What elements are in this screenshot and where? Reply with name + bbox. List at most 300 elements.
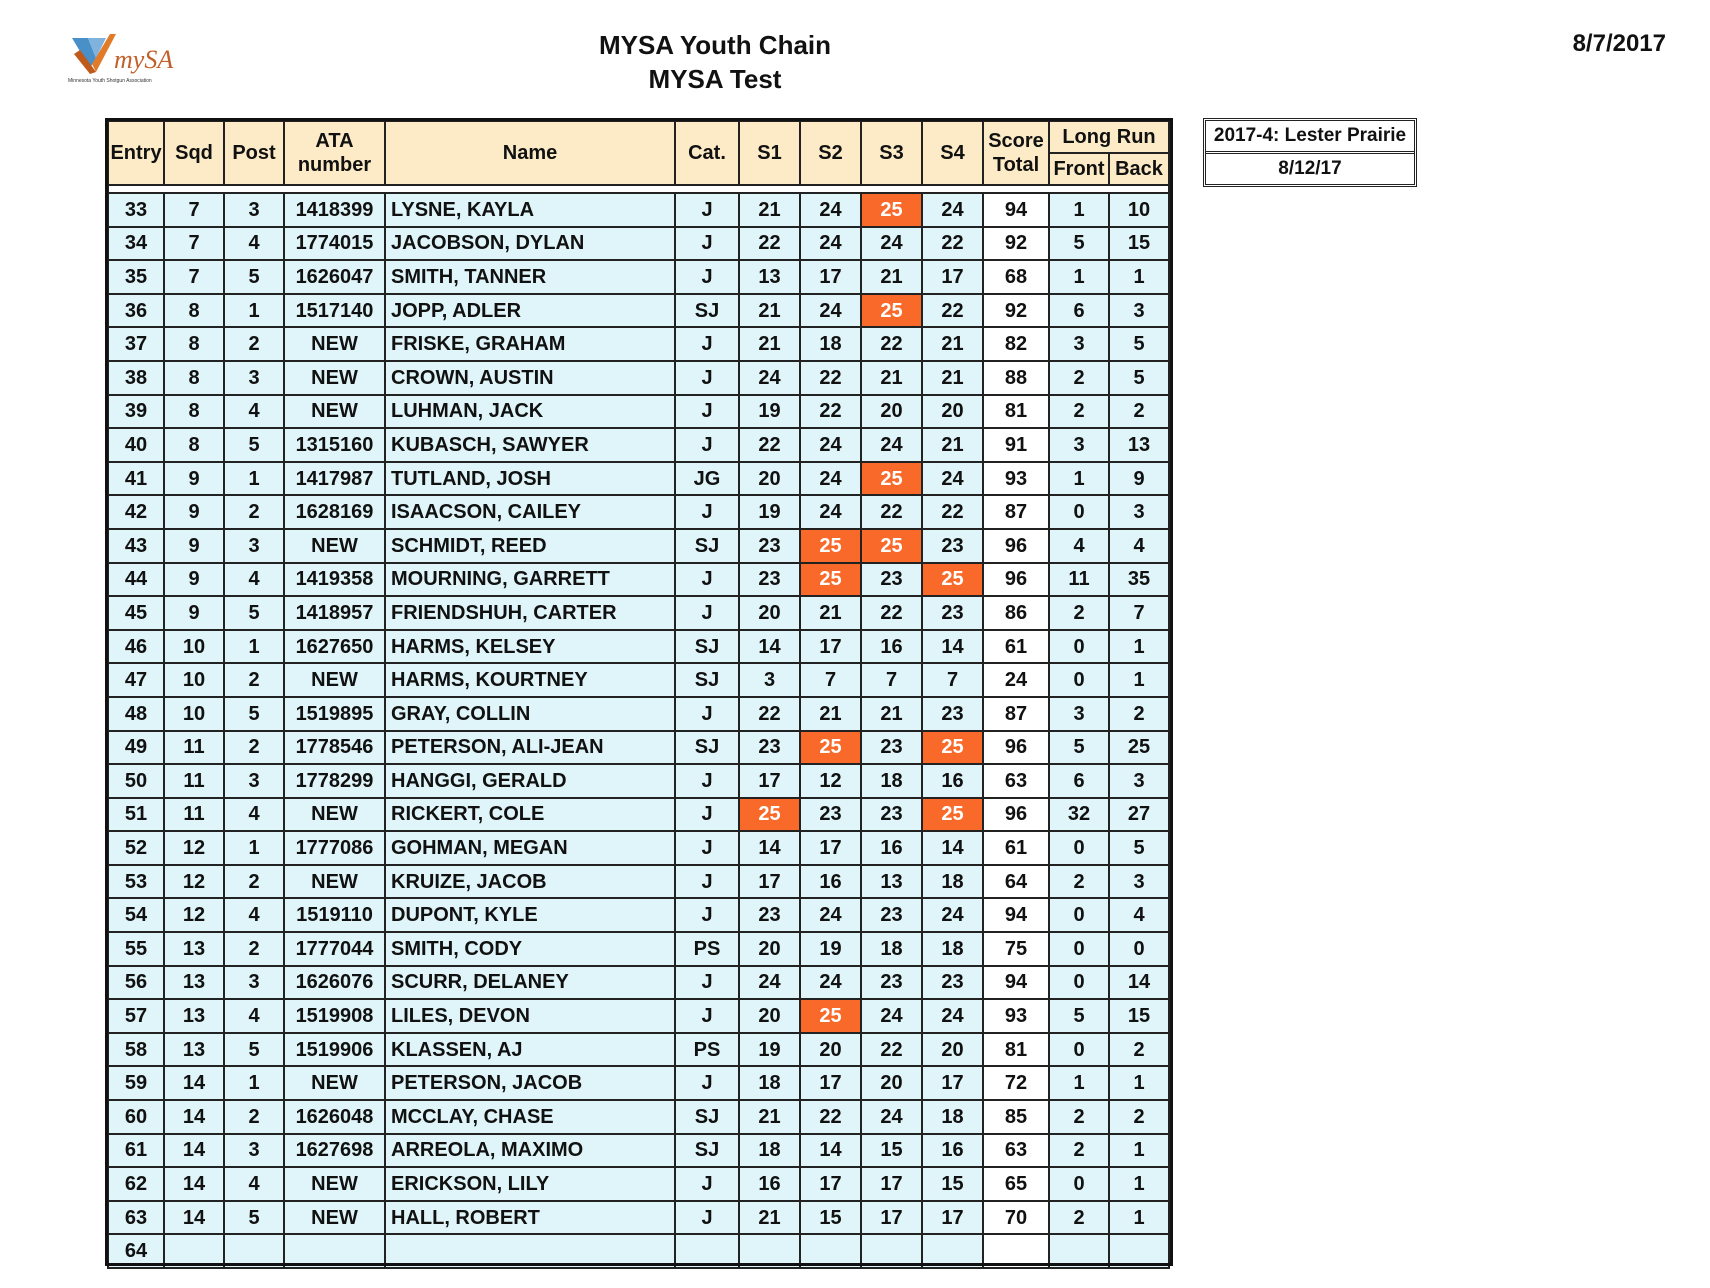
col-back: Back xyxy=(1109,153,1169,185)
cell-name: MOURNING, GARRETT xyxy=(385,563,675,597)
cell-s1: 23 xyxy=(739,898,800,932)
cell-score-total: 96 xyxy=(983,563,1049,597)
cell-s2: 21 xyxy=(800,697,861,731)
cell-squad: 8 xyxy=(164,428,224,462)
cell-squad: 14 xyxy=(164,1201,224,1235)
cell-category: SJ xyxy=(675,731,739,765)
cell-post: 5 xyxy=(224,596,284,630)
cell-s1: 14 xyxy=(739,630,800,664)
cell-ata-number: NEW xyxy=(284,361,385,395)
cell-score-total: 61 xyxy=(983,831,1049,865)
cell-s4: 18 xyxy=(922,865,983,899)
cell-s4: 21 xyxy=(922,361,983,395)
cell-score-total: 94 xyxy=(983,898,1049,932)
cell-s1: 20 xyxy=(739,999,800,1033)
cell-score-total: 85 xyxy=(983,1100,1049,1134)
cell-s4: 25 xyxy=(922,731,983,765)
cell-ata-number: 1417987 xyxy=(284,462,385,496)
cell-ata-number: 1777086 xyxy=(284,831,385,865)
cell-ata-number: 1627650 xyxy=(284,630,385,664)
results-body xyxy=(108,185,1169,1268)
cell-ata-number xyxy=(284,1234,385,1268)
table-row xyxy=(108,462,1169,496)
cell-name: KUBASCH, SAWYER xyxy=(385,428,675,462)
cell-back: 13 xyxy=(1109,428,1169,462)
col-squad: Sqd xyxy=(164,121,224,185)
cell-back: 3 xyxy=(1109,495,1169,529)
cell-ata-number: NEW xyxy=(284,1201,385,1235)
cell-squad: 7 xyxy=(164,260,224,294)
cell-s3: 22 xyxy=(861,1033,922,1067)
cell-s1: 23 xyxy=(739,731,800,765)
cell-entry: 38 xyxy=(108,361,164,395)
cell-score-total: 72 xyxy=(983,1066,1049,1100)
cell-squad: 14 xyxy=(164,1134,224,1168)
cell-front: 6 xyxy=(1049,764,1109,798)
cell-s1 xyxy=(739,1234,800,1268)
event-name: 2017-4: Lester Prairie xyxy=(1206,121,1414,154)
cell-s3: 23 xyxy=(861,563,922,597)
cell-front: 1 xyxy=(1049,193,1109,227)
cell-score-total xyxy=(983,1234,1049,1268)
cell-s3: 25 xyxy=(861,462,922,496)
cell-ata-number: 1777044 xyxy=(284,932,385,966)
cell-post: 4 xyxy=(224,395,284,429)
cell-post: 2 xyxy=(224,327,284,361)
cell-category: J xyxy=(675,495,739,529)
cell-squad: 12 xyxy=(164,831,224,865)
cell-entry: 42 xyxy=(108,495,164,529)
cell-entry: 41 xyxy=(108,462,164,496)
cell-score-total: 65 xyxy=(983,1167,1049,1201)
cell-category: J xyxy=(675,1201,739,1235)
cell-s3: 18 xyxy=(861,932,922,966)
cell-score-total: 92 xyxy=(983,227,1049,261)
cell-s2: 20 xyxy=(800,1033,861,1067)
cell-name: DUPONT, KYLE xyxy=(385,898,675,932)
cell-s3: 24 xyxy=(861,999,922,1033)
cell-name: SMITH, TANNER xyxy=(385,260,675,294)
cell-front: 0 xyxy=(1049,495,1109,529)
cell-s4: 24 xyxy=(922,462,983,496)
cell-post: 4 xyxy=(224,563,284,597)
cell-back: 14 xyxy=(1109,966,1169,1000)
cell-squad: 10 xyxy=(164,663,224,697)
cell-entry: 54 xyxy=(108,898,164,932)
cell-front: 2 xyxy=(1049,865,1109,899)
cell-entry: 47 xyxy=(108,663,164,697)
cell-entry: 59 xyxy=(108,1066,164,1100)
cell-front: 11 xyxy=(1049,563,1109,597)
cell-post: 1 xyxy=(224,294,284,328)
cell-back: 2 xyxy=(1109,1033,1169,1067)
table-row xyxy=(108,395,1169,429)
table-row xyxy=(108,898,1169,932)
cell-front: 0 xyxy=(1049,630,1109,664)
cell-category: J xyxy=(675,1066,739,1100)
col-s1: S1 xyxy=(739,121,800,185)
cell-post: 4 xyxy=(224,1167,284,1201)
header-gap xyxy=(108,185,1169,193)
col-ata-line2: number xyxy=(297,154,372,176)
cell-name: JOPP, ADLER xyxy=(385,294,675,328)
cell-s4: 20 xyxy=(922,395,983,429)
cell-post: 1 xyxy=(224,831,284,865)
cell-name: PETERSON, JACOB xyxy=(385,1066,675,1100)
cell-category: SJ xyxy=(675,294,739,328)
cell-name xyxy=(385,1234,675,1268)
cell-ata-number: 1626048 xyxy=(284,1100,385,1134)
cell-ata-number: 1418957 xyxy=(284,596,385,630)
cell-s3: 16 xyxy=(861,831,922,865)
cell-category: PS xyxy=(675,1033,739,1067)
cell-entry: 35 xyxy=(108,260,164,294)
cell-category: SJ xyxy=(675,630,739,664)
table-row xyxy=(108,798,1169,832)
cell-name: SMITH, CODY xyxy=(385,932,675,966)
cell-squad: 7 xyxy=(164,193,224,227)
cell-s3: 20 xyxy=(861,395,922,429)
cell-s3: 13 xyxy=(861,865,922,899)
cell-entry: 57 xyxy=(108,999,164,1033)
cell-post: 2 xyxy=(224,865,284,899)
cell-front: 5 xyxy=(1049,999,1109,1033)
cell-name: LYSNE, KAYLA xyxy=(385,193,675,227)
cell-front: 2 xyxy=(1049,1100,1109,1134)
table-row xyxy=(108,294,1169,328)
cell-entry: 48 xyxy=(108,697,164,731)
cell-s1: 3 xyxy=(739,663,800,697)
cell-squad: 8 xyxy=(164,327,224,361)
cell-front: 5 xyxy=(1049,227,1109,261)
cell-back: 3 xyxy=(1109,294,1169,328)
cell-s2: 24 xyxy=(800,462,861,496)
cell-squad: 11 xyxy=(164,798,224,832)
cell-ata-number: NEW xyxy=(284,1167,385,1201)
col-s2: S2 xyxy=(800,121,861,185)
col-front: Front xyxy=(1049,153,1109,185)
col-ata-number xyxy=(284,121,385,185)
cell-back: 1 xyxy=(1109,1134,1169,1168)
cell-entry: 44 xyxy=(108,563,164,597)
cell-name: CROWN, AUSTIN xyxy=(385,361,675,395)
cell-name: ERICKSON, LILY xyxy=(385,1167,675,1201)
cell-back: 35 xyxy=(1109,563,1169,597)
cell-s3: 25 xyxy=(861,294,922,328)
cell-entry: 58 xyxy=(108,1033,164,1067)
results-table xyxy=(107,120,1170,1269)
cell-post: 2 xyxy=(224,663,284,697)
cell-entry: 43 xyxy=(108,529,164,563)
cell-score-total: 75 xyxy=(983,932,1049,966)
col-post: Post xyxy=(224,121,284,185)
cell-squad: 11 xyxy=(164,764,224,798)
table-row xyxy=(108,999,1169,1033)
cell-category: J xyxy=(675,798,739,832)
cell-s2: 24 xyxy=(800,966,861,1000)
cell-s4: 25 xyxy=(922,798,983,832)
cell-s4: 24 xyxy=(922,999,983,1033)
cell-s4: 7 xyxy=(922,663,983,697)
cell-s4: 21 xyxy=(922,327,983,361)
cell-s4 xyxy=(922,1234,983,1268)
cell-ata-number: 1778546 xyxy=(284,731,385,765)
cell-ata-number: 1626047 xyxy=(284,260,385,294)
cell-category: SJ xyxy=(675,529,739,563)
cell-front: 3 xyxy=(1049,697,1109,731)
cell-back: 5 xyxy=(1109,831,1169,865)
gap-cell xyxy=(108,185,1169,193)
cell-s3: 21 xyxy=(861,361,922,395)
table-row xyxy=(108,428,1169,462)
cell-post: 4 xyxy=(224,227,284,261)
cell-ata-number: NEW xyxy=(284,798,385,832)
cell-category: J xyxy=(675,898,739,932)
cell-s4: 22 xyxy=(922,294,983,328)
cell-post: 5 xyxy=(224,428,284,462)
cell-post: 2 xyxy=(224,932,284,966)
cell-front: 2 xyxy=(1049,1134,1109,1168)
cell-front: 32 xyxy=(1049,798,1109,832)
cell-entry: 33 xyxy=(108,193,164,227)
cell-back: 15 xyxy=(1109,999,1169,1033)
cell-squad: 9 xyxy=(164,563,224,597)
cell-ata-number: NEW xyxy=(284,327,385,361)
cell-entry: 51 xyxy=(108,798,164,832)
cell-s2: 25 xyxy=(800,529,861,563)
cell-s2 xyxy=(800,1234,861,1268)
cell-category: J xyxy=(675,428,739,462)
cell-s3: 17 xyxy=(861,1201,922,1235)
cell-score-total: 96 xyxy=(983,529,1049,563)
cell-s4: 16 xyxy=(922,1134,983,1168)
cell-s2: 25 xyxy=(800,563,861,597)
cell-score-total: 70 xyxy=(983,1201,1049,1235)
cell-squad: 9 xyxy=(164,596,224,630)
cell-squad: 10 xyxy=(164,697,224,731)
cell-ata-number: 1628169 xyxy=(284,495,385,529)
cell-s4: 16 xyxy=(922,764,983,798)
cell-s1: 21 xyxy=(739,294,800,328)
svg-text:mySA: mySA xyxy=(114,45,174,74)
cell-s2: 24 xyxy=(800,495,861,529)
cell-s4: 22 xyxy=(922,495,983,529)
cell-front: 0 xyxy=(1049,1033,1109,1067)
cell-post: 5 xyxy=(224,260,284,294)
cell-front: 0 xyxy=(1049,663,1109,697)
cell-s1: 23 xyxy=(739,529,800,563)
cell-category: J xyxy=(675,563,739,597)
cell-name: SCURR, DELANEY xyxy=(385,966,675,1000)
cell-score-total: 81 xyxy=(983,395,1049,429)
cell-s4: 18 xyxy=(922,1100,983,1134)
table-row xyxy=(108,731,1169,765)
cell-post xyxy=(224,1234,284,1268)
cell-back: 5 xyxy=(1109,361,1169,395)
cell-s2: 24 xyxy=(800,898,861,932)
cell-back: 0 xyxy=(1109,932,1169,966)
cell-s2: 24 xyxy=(800,193,861,227)
col-score-total xyxy=(983,121,1049,185)
cell-back xyxy=(1109,1234,1169,1268)
cell-post: 3 xyxy=(224,1134,284,1168)
cell-entry: 55 xyxy=(108,932,164,966)
cell-squad: 13 xyxy=(164,932,224,966)
cell-s4: 15 xyxy=(922,1167,983,1201)
cell-squad: 13 xyxy=(164,966,224,1000)
cell-back: 4 xyxy=(1109,898,1169,932)
cell-category: J xyxy=(675,1167,739,1201)
cell-s1: 17 xyxy=(739,764,800,798)
cell-front: 0 xyxy=(1049,831,1109,865)
cell-s4: 23 xyxy=(922,596,983,630)
cell-ata-number: 1519895 xyxy=(284,697,385,731)
cell-ata-number: NEW xyxy=(284,865,385,899)
cell-score-total: 93 xyxy=(983,999,1049,1033)
cell-name: JACOBSON, DYLAN xyxy=(385,227,675,261)
col-category: Cat. xyxy=(675,121,739,185)
cell-front: 2 xyxy=(1049,395,1109,429)
cell-s3: 23 xyxy=(861,898,922,932)
cell-squad: 14 xyxy=(164,1066,224,1100)
cell-post: 4 xyxy=(224,999,284,1033)
cell-s2: 22 xyxy=(800,361,861,395)
col-score-line2: Total xyxy=(992,154,1040,176)
cell-category: J xyxy=(675,596,739,630)
cell-front: 2 xyxy=(1049,596,1109,630)
table-row xyxy=(108,495,1169,529)
table-row xyxy=(108,193,1169,227)
cell-name: ISAACSON, CAILEY xyxy=(385,495,675,529)
cell-s1: 24 xyxy=(739,966,800,1000)
cell-s2: 17 xyxy=(800,630,861,664)
cell-score-total: 63 xyxy=(983,764,1049,798)
table-row xyxy=(108,227,1169,261)
cell-score-total: 86 xyxy=(983,596,1049,630)
cell-s3: 7 xyxy=(861,663,922,697)
cell-s3: 25 xyxy=(861,193,922,227)
cell-entry: 64 xyxy=(108,1234,164,1268)
cell-score-total: 81 xyxy=(983,1033,1049,1067)
cell-name: HANGGI, GERALD xyxy=(385,764,675,798)
cell-back: 10 xyxy=(1109,193,1169,227)
cell-front: 5 xyxy=(1049,731,1109,765)
cell-name: FRISKE, GRAHAM xyxy=(385,327,675,361)
cell-s4: 18 xyxy=(922,932,983,966)
cell-back: 9 xyxy=(1109,462,1169,496)
cell-front xyxy=(1049,1234,1109,1268)
cell-ata-number: 1519110 xyxy=(284,898,385,932)
cell-s1: 21 xyxy=(739,1100,800,1134)
cell-s4: 22 xyxy=(922,227,983,261)
cell-s1: 18 xyxy=(739,1066,800,1100)
cell-name: HALL, ROBERT xyxy=(385,1201,675,1235)
cell-category: J xyxy=(675,999,739,1033)
cell-post: 5 xyxy=(224,1033,284,1067)
cell-back: 15 xyxy=(1109,227,1169,261)
cell-s1: 19 xyxy=(739,495,800,529)
cell-category: J xyxy=(675,865,739,899)
cell-ata-number: NEW xyxy=(284,1066,385,1100)
cell-s1: 19 xyxy=(739,395,800,429)
svg-text:Minnesota Youth Shotgun Associ: Minnesota Youth Shotgun Association xyxy=(68,78,152,84)
cell-s2: 17 xyxy=(800,831,861,865)
table-row xyxy=(108,596,1169,630)
cell-score-total: 96 xyxy=(983,798,1049,832)
cell-s4: 24 xyxy=(922,898,983,932)
cell-back: 3 xyxy=(1109,764,1169,798)
cell-s2: 17 xyxy=(800,1167,861,1201)
cell-front: 2 xyxy=(1049,361,1109,395)
cell-entry: 53 xyxy=(108,865,164,899)
cell-s2: 15 xyxy=(800,1201,861,1235)
cell-name: KRUIZE, JACOB xyxy=(385,865,675,899)
cell-squad: 13 xyxy=(164,999,224,1033)
cell-ata-number: 1627698 xyxy=(284,1134,385,1168)
cell-post: 3 xyxy=(224,193,284,227)
cell-entry: 62 xyxy=(108,1167,164,1201)
cell-s4: 14 xyxy=(922,630,983,664)
cell-post: 5 xyxy=(224,697,284,731)
cell-entry: 36 xyxy=(108,294,164,328)
cell-s1: 22 xyxy=(739,428,800,462)
table-row xyxy=(108,1134,1169,1168)
cell-front: 0 xyxy=(1049,966,1109,1000)
cell-entry: 40 xyxy=(108,428,164,462)
cell-entry: 34 xyxy=(108,227,164,261)
cell-name: PETERSON, ALI-JEAN xyxy=(385,731,675,765)
cell-s1: 13 xyxy=(739,260,800,294)
cell-name: FRIENDSHUH, CARTER xyxy=(385,596,675,630)
cell-category: PS xyxy=(675,932,739,966)
cell-ata-number: NEW xyxy=(284,663,385,697)
col-ata-line1: ATA xyxy=(315,130,354,152)
cell-name: HARMS, KOURTNEY xyxy=(385,663,675,697)
cell-entry: 63 xyxy=(108,1201,164,1235)
cell-s2: 23 xyxy=(800,798,861,832)
cell-s1: 20 xyxy=(739,596,800,630)
cell-back: 1 xyxy=(1109,260,1169,294)
cell-back: 1 xyxy=(1109,1167,1169,1201)
cell-entry: 52 xyxy=(108,831,164,865)
cell-score-total: 64 xyxy=(983,865,1049,899)
cell-post: 2 xyxy=(224,495,284,529)
cell-category: J xyxy=(675,764,739,798)
cell-s4: 17 xyxy=(922,1066,983,1100)
cell-s2: 16 xyxy=(800,865,861,899)
cell-back: 1 xyxy=(1109,630,1169,664)
cell-score-total: 93 xyxy=(983,462,1049,496)
table-row xyxy=(108,932,1169,966)
cell-category: SJ xyxy=(675,663,739,697)
cell-squad: 8 xyxy=(164,294,224,328)
cell-s2: 18 xyxy=(800,327,861,361)
cell-squad: 9 xyxy=(164,462,224,496)
report-date: 8/7/2017 xyxy=(1572,30,1666,57)
cell-front: 4 xyxy=(1049,529,1109,563)
cell-s1: 17 xyxy=(739,865,800,899)
cell-s4: 21 xyxy=(922,428,983,462)
cell-back: 27 xyxy=(1109,798,1169,832)
cell-post: 2 xyxy=(224,731,284,765)
cell-category: J xyxy=(675,361,739,395)
cell-front: 6 xyxy=(1049,294,1109,328)
cell-s1: 21 xyxy=(739,1201,800,1235)
cell-entry: 46 xyxy=(108,630,164,664)
cell-s3: 22 xyxy=(861,327,922,361)
cell-score-total: 61 xyxy=(983,630,1049,664)
cell-category: J xyxy=(675,395,739,429)
